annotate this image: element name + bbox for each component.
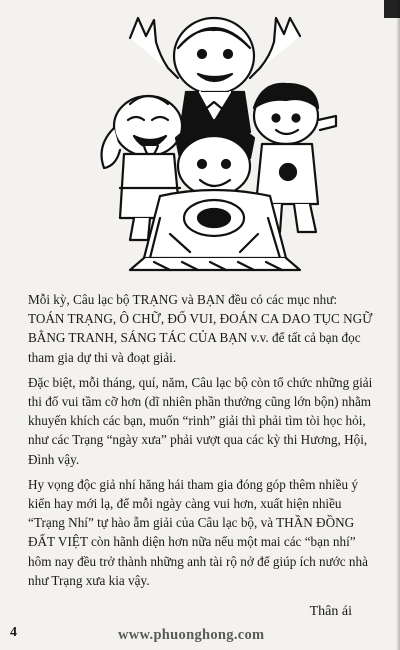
paragraph-special-prizes: Đặc biệt, mỗi tháng, quí, năm, Câu lạc bộ còn tổ chức những giải thi đố vui tầm cỡ hơn (dĩ nhiên phần thưởng cũng lớn bộn) nhằm khuyến khích các bạn, muốn “rinh” giải thì phải tìm tòi học hỏi, như các Trạng “ngày xưa” phải vượt qua các kỳ thi Hương, Hội, Đình vậy. xyxy=(28,374,373,467)
paragraph-contests: Mỗi kỳ, Câu lạc bộ TRẠNG và BẠN đều có các mục như: TOÁN TRẠNG, Ô CHỮ, ĐỐ VUI, ĐOÁN CA DAO TỤC NGỮ BẰNG TRANH, SÁNG TÁC CỦA BẠN v.v. để tất cả bạn đọc tham gia dự thi và đoạt giải. xyxy=(28,292,373,365)
paragraph-hope: Hy vọng độc giả nhí hăng hái tham gia đóng góp thêm nhiều ý kiến hay mới lạ, để mỗi ngày càng vui hơn, xuất hiện nhiều “Trạng Nhí” tự hào ẵm giải của Câu lạc bộ, và THẦN ĐỒNG ĐẤT VIỆT còn hãnh diện hơn nữa nếu một mai các “bạn nhí” hôm nay đều trở thành những anh tài rộ nở để giúp ích nước nhà như Trạng xưa kia vậy. xyxy=(28,476,368,588)
website-watermark: www.phuonghong.com xyxy=(118,627,265,643)
page-number: 4 xyxy=(10,625,17,640)
page-edge-shadow xyxy=(396,0,400,650)
cartoon-illustration xyxy=(90,8,340,273)
article-text xyxy=(28,290,376,596)
signoff: Thân ái xyxy=(309,604,352,619)
